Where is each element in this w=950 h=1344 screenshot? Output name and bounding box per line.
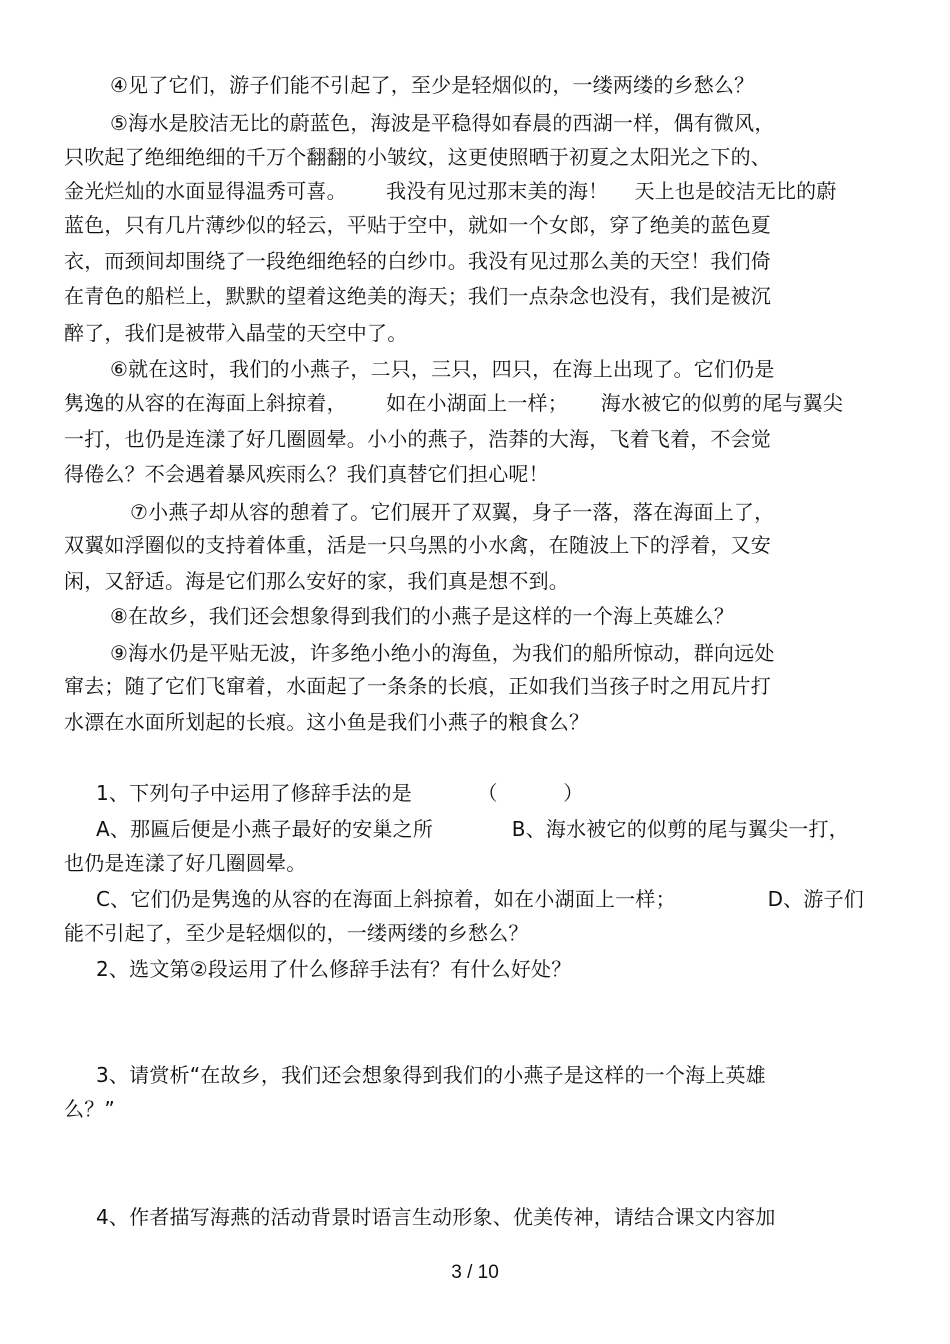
passage-p5-line-1: ⑤海水是胶洁无比的蔚蓝色，海波是平稳得如春晨的西湖一样，偶有微风，	[110, 111, 775, 135]
passage-p5-line-4: 蓝色，只有几片薄纱似的轻云，平贴于空中，就如一个女郎，穿了绝美的蓝色夏	[64, 213, 771, 237]
question-3-stem: 3、请赏析“在故乡，我们还会想象得到我们的小燕子是这样的一个海上英雄	[96, 1063, 766, 1087]
passage-p6-line-3: 一打，也仍是连漾了好几圈圆晕。小小的燕子，浩莽的大海，飞着飞着，不会觉	[64, 427, 771, 451]
passage-p9-line-1: ⑨海水仍是平贴无波，许多绝小绝小的海鱼，为我们的船所惊动，群向远处	[110, 641, 775, 665]
question-4-stem: 4、作者描写海燕的活动背景时语言生动形象、优美传神，请结合课文内容加	[96, 1205, 776, 1229]
passage-p7-line-3: 闲，又舒适。海是它们那么安好的家，我们真是想不到。	[64, 569, 569, 593]
page-number: 3 / 10	[451, 1262, 499, 1283]
passage-p4-line-1: ④见了它们，游子们能不引起了，至少是轻烟似的，一缕两缕的乡愁么？	[110, 73, 755, 97]
passage-p5-line-2: 只吹起了绝细绝细的千万个翻翻的小皱纹，这更使照晒于初夏之太阳光之下的、	[64, 145, 771, 169]
passage-p5-line-5: 衣，而颈间却围绕了一段绝细绝轻的白纱巾。我没有见过那么美的天空！我们倚	[64, 249, 771, 273]
passage-p6-line-1: ⑥就在这时，我们的小燕子，二只，三只，四只，在海上出现了。它们仍是	[110, 357, 775, 381]
passage-p6-line-4: 得倦么？不会遇着暴风疾雨么？我们真替它们担心呢！	[64, 462, 549, 486]
passage-p6-line-2: 隽逸的从容的在海面上斜掠着， 如在小湖面上一样； 海水被它的似剪的尾与翼尖	[64, 391, 844, 415]
question-1-options-cd: C、它们仍是隽逸的从容的在海面上斜掠着，如在小湖面上一样； D、游子们	[96, 887, 864, 911]
passage-p7-line-2: 双翼如浮圈似的支持着体重，活是一只乌黑的小水禽，在随波上下的浮着，又安	[64, 533, 771, 557]
passage-p7-line-1: ⑦小燕子却从容的憩着了。它们展开了双翼，身子一落，落在海面上了，	[130, 500, 775, 524]
passage-p5-line-6: 在青色的船栏上，默默的望着这绝美的海天；我们一点杂念也没有，我们是被沉	[64, 284, 771, 308]
question-2-stem: 2、选文第②段运用了什么修辞手法有？有什么好处？	[96, 957, 572, 981]
passage-p9-line-2: 窜去；随了它们飞窜着，水面起了一条条的长痕，正如我们当孩子时之用瓦片打	[64, 674, 771, 698]
passage-p9-line-3: 水漂在水面所划起的长痕。这小鱼是我们小燕子的粮食么？	[64, 710, 590, 734]
question-3-stem-cont: 么？”	[64, 1097, 115, 1121]
passage-p8-line-1: ⑧在故乡，我们还会想象得到我们的小燕子是这样的一个海上英雄么？	[110, 604, 735, 628]
passage-p5-line-3: 金光烂灿的水面显得温秀可喜。 我没有见过那末美的海！ 天上也是皎洁无比的蔚	[64, 179, 837, 203]
question-1-stem: 1、下列句子中运用了修辞手法的是 （ ）	[96, 781, 584, 805]
question-1-options-cd-cont: 能不引起了，至少是轻烟似的，一缕两缕的乡愁么？	[64, 921, 529, 945]
question-1-options-ab-cont: 也仍是连漾了好几圈圆晕。	[64, 851, 307, 875]
question-1-options-ab: A、那匾后便是小燕子最好的安巢之所 B、海水被它的似剪的尾与翼尖一打，	[96, 817, 849, 841]
passage-p5-line-7: 醉了，我们是被带入晶莹的天空中了。	[64, 321, 408, 345]
